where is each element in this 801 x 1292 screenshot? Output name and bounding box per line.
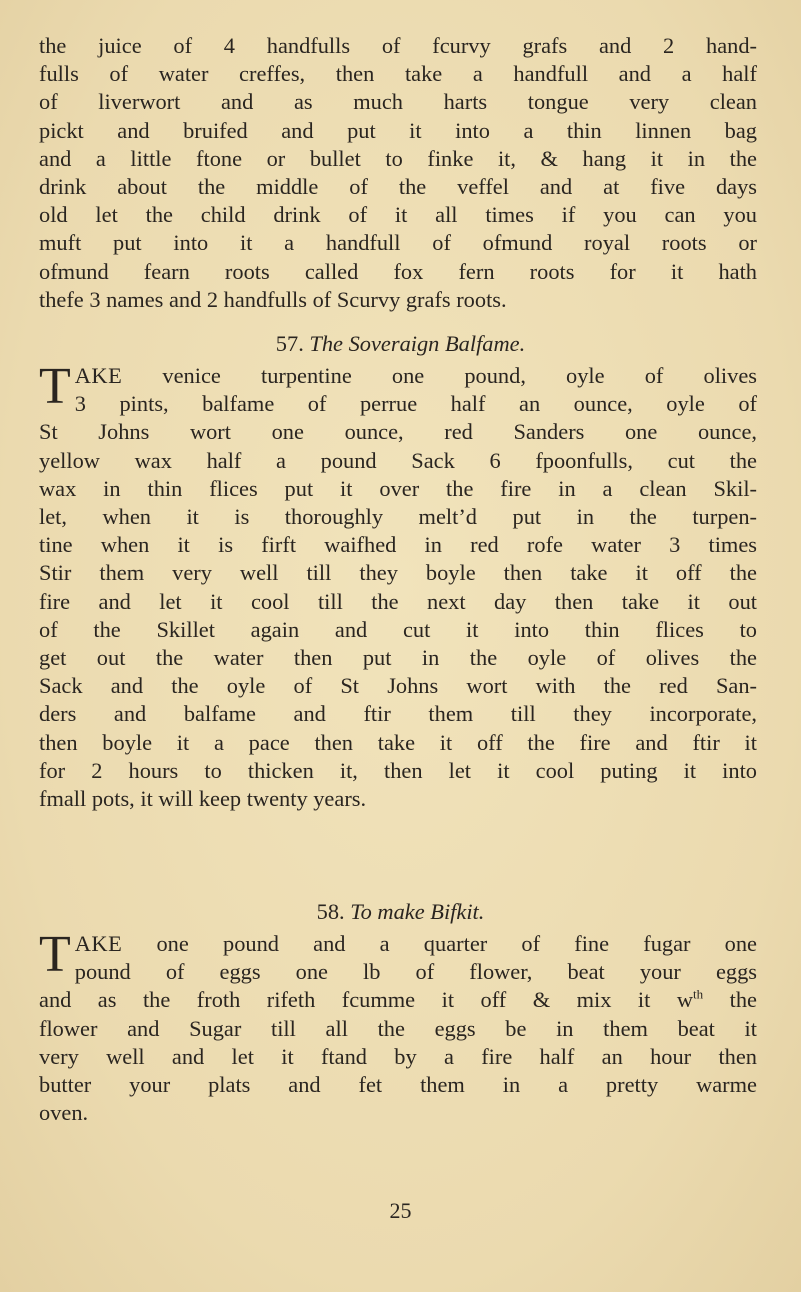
text-line: yellow wax half a pound Sack 6 fpoonfulls, cut the bbox=[39, 447, 757, 473]
text-line-fragment: the bbox=[703, 987, 757, 1013]
text-line: of liverwort and as much harts tongue very clean bbox=[39, 89, 757, 115]
drop-cap: T bbox=[39, 358, 71, 415]
intro-paragraph bbox=[39, 32, 757, 314]
text-line: pickt and bruifed and put it into a thin linnen bag bbox=[39, 117, 757, 143]
text-line: very well and let it ftand by a fire half an hour then bbox=[39, 1043, 757, 1069]
text-line: and a little ftone or bullet to finke it, & hang it in the bbox=[39, 145, 757, 171]
text-line-fragment: and as the froth rifeth fcumme it off & mix it w bbox=[39, 987, 694, 1013]
text-line: Sack and the oyle of St Johns wort with the red San- bbox=[39, 673, 757, 699]
text-line: fmall pots, it will keep twenty years. bbox=[39, 786, 367, 812]
text-line: muft put into it a handfull of ofmund royal roots or bbox=[39, 230, 757, 256]
text-line: old let the child drink of it all times if you can you bbox=[39, 202, 757, 228]
text-line: for 2 hours to thicken it, then let it cool puting it into bbox=[39, 757, 757, 783]
text-line: oven. bbox=[39, 1100, 89, 1126]
first-word: AKE bbox=[74, 363, 123, 388]
text-line bbox=[39, 362, 757, 390]
text-line: of the Skillet again and cut it into thin flices to bbox=[39, 616, 757, 642]
text-line: pound of eggs one lb of flower, beat your eggs bbox=[74, 959, 757, 985]
text-line: ofmund fearn roots called fox fern roots for it hath bbox=[39, 258, 757, 284]
page-number: 25 bbox=[389, 1198, 412, 1223]
text-line: get out the water then put in the oyle of olives the bbox=[39, 645, 757, 671]
text-line: drink about the middle of the veffel and at five days bbox=[39, 174, 757, 200]
text-line: wax in thin flices put it over the fire in a clean Skil- bbox=[39, 475, 757, 501]
recipe-58-body bbox=[39, 926, 757, 1127]
text-line: the juice of 4 handfulls of fcurvy grafs and 2 hand- bbox=[39, 33, 757, 58]
text-line: thefe 3 names and 2 handfulls of Scurvy grafs roots. bbox=[39, 286, 507, 312]
first-word: AKE bbox=[74, 931, 123, 956]
text-line-fragment: one pound and a quarter of fine fugar one bbox=[122, 931, 757, 956]
text-line: 3 pints, balfame of perrue half an ounce, oyle of bbox=[74, 391, 757, 417]
text-line-fragment: venice turpentine one pound, oyle of olives bbox=[122, 363, 757, 388]
text-line: let, when it is thoroughly melt’d put in the turpen- bbox=[39, 504, 757, 530]
text-line bbox=[39, 986, 757, 1014]
recipe-57-heading bbox=[0, 330, 801, 358]
text-line: tine when it is firft waifhed in red rofe water 3 times bbox=[39, 532, 757, 558]
recipe-58-heading bbox=[0, 898, 801, 926]
text-line: St Johns wort one ounce, red Sanders one ounce, bbox=[39, 419, 757, 445]
recipe-57-body bbox=[39, 358, 757, 813]
text-line: fulls of water creffes, then take a handfull and a half bbox=[39, 61, 757, 87]
recipe-title: The Soveraign Balfame. bbox=[309, 331, 526, 356]
drop-cap: T bbox=[39, 926, 71, 983]
text-line: then boyle it a pace then take it off the fire and ftir it bbox=[39, 729, 757, 755]
text-line: Stir them very well till they boyle then take it off the bbox=[39, 560, 757, 586]
text-line: flower and Sugar till all the eggs be in them beat it bbox=[39, 1015, 757, 1041]
recipe-title: To make Bifkit. bbox=[350, 899, 485, 924]
text-line: fire and let it cool till the next day then take it out bbox=[39, 588, 757, 614]
superscript: th bbox=[693, 986, 704, 1002]
recipe-number: 58. bbox=[316, 899, 345, 924]
recipe-number: 57. bbox=[275, 331, 304, 356]
text-line: ders and balfame and ftir them till they incorporate, bbox=[39, 701, 757, 727]
text-line: butter your plats and fet them in a pretty warme bbox=[39, 1072, 757, 1098]
text-line bbox=[39, 930, 757, 958]
